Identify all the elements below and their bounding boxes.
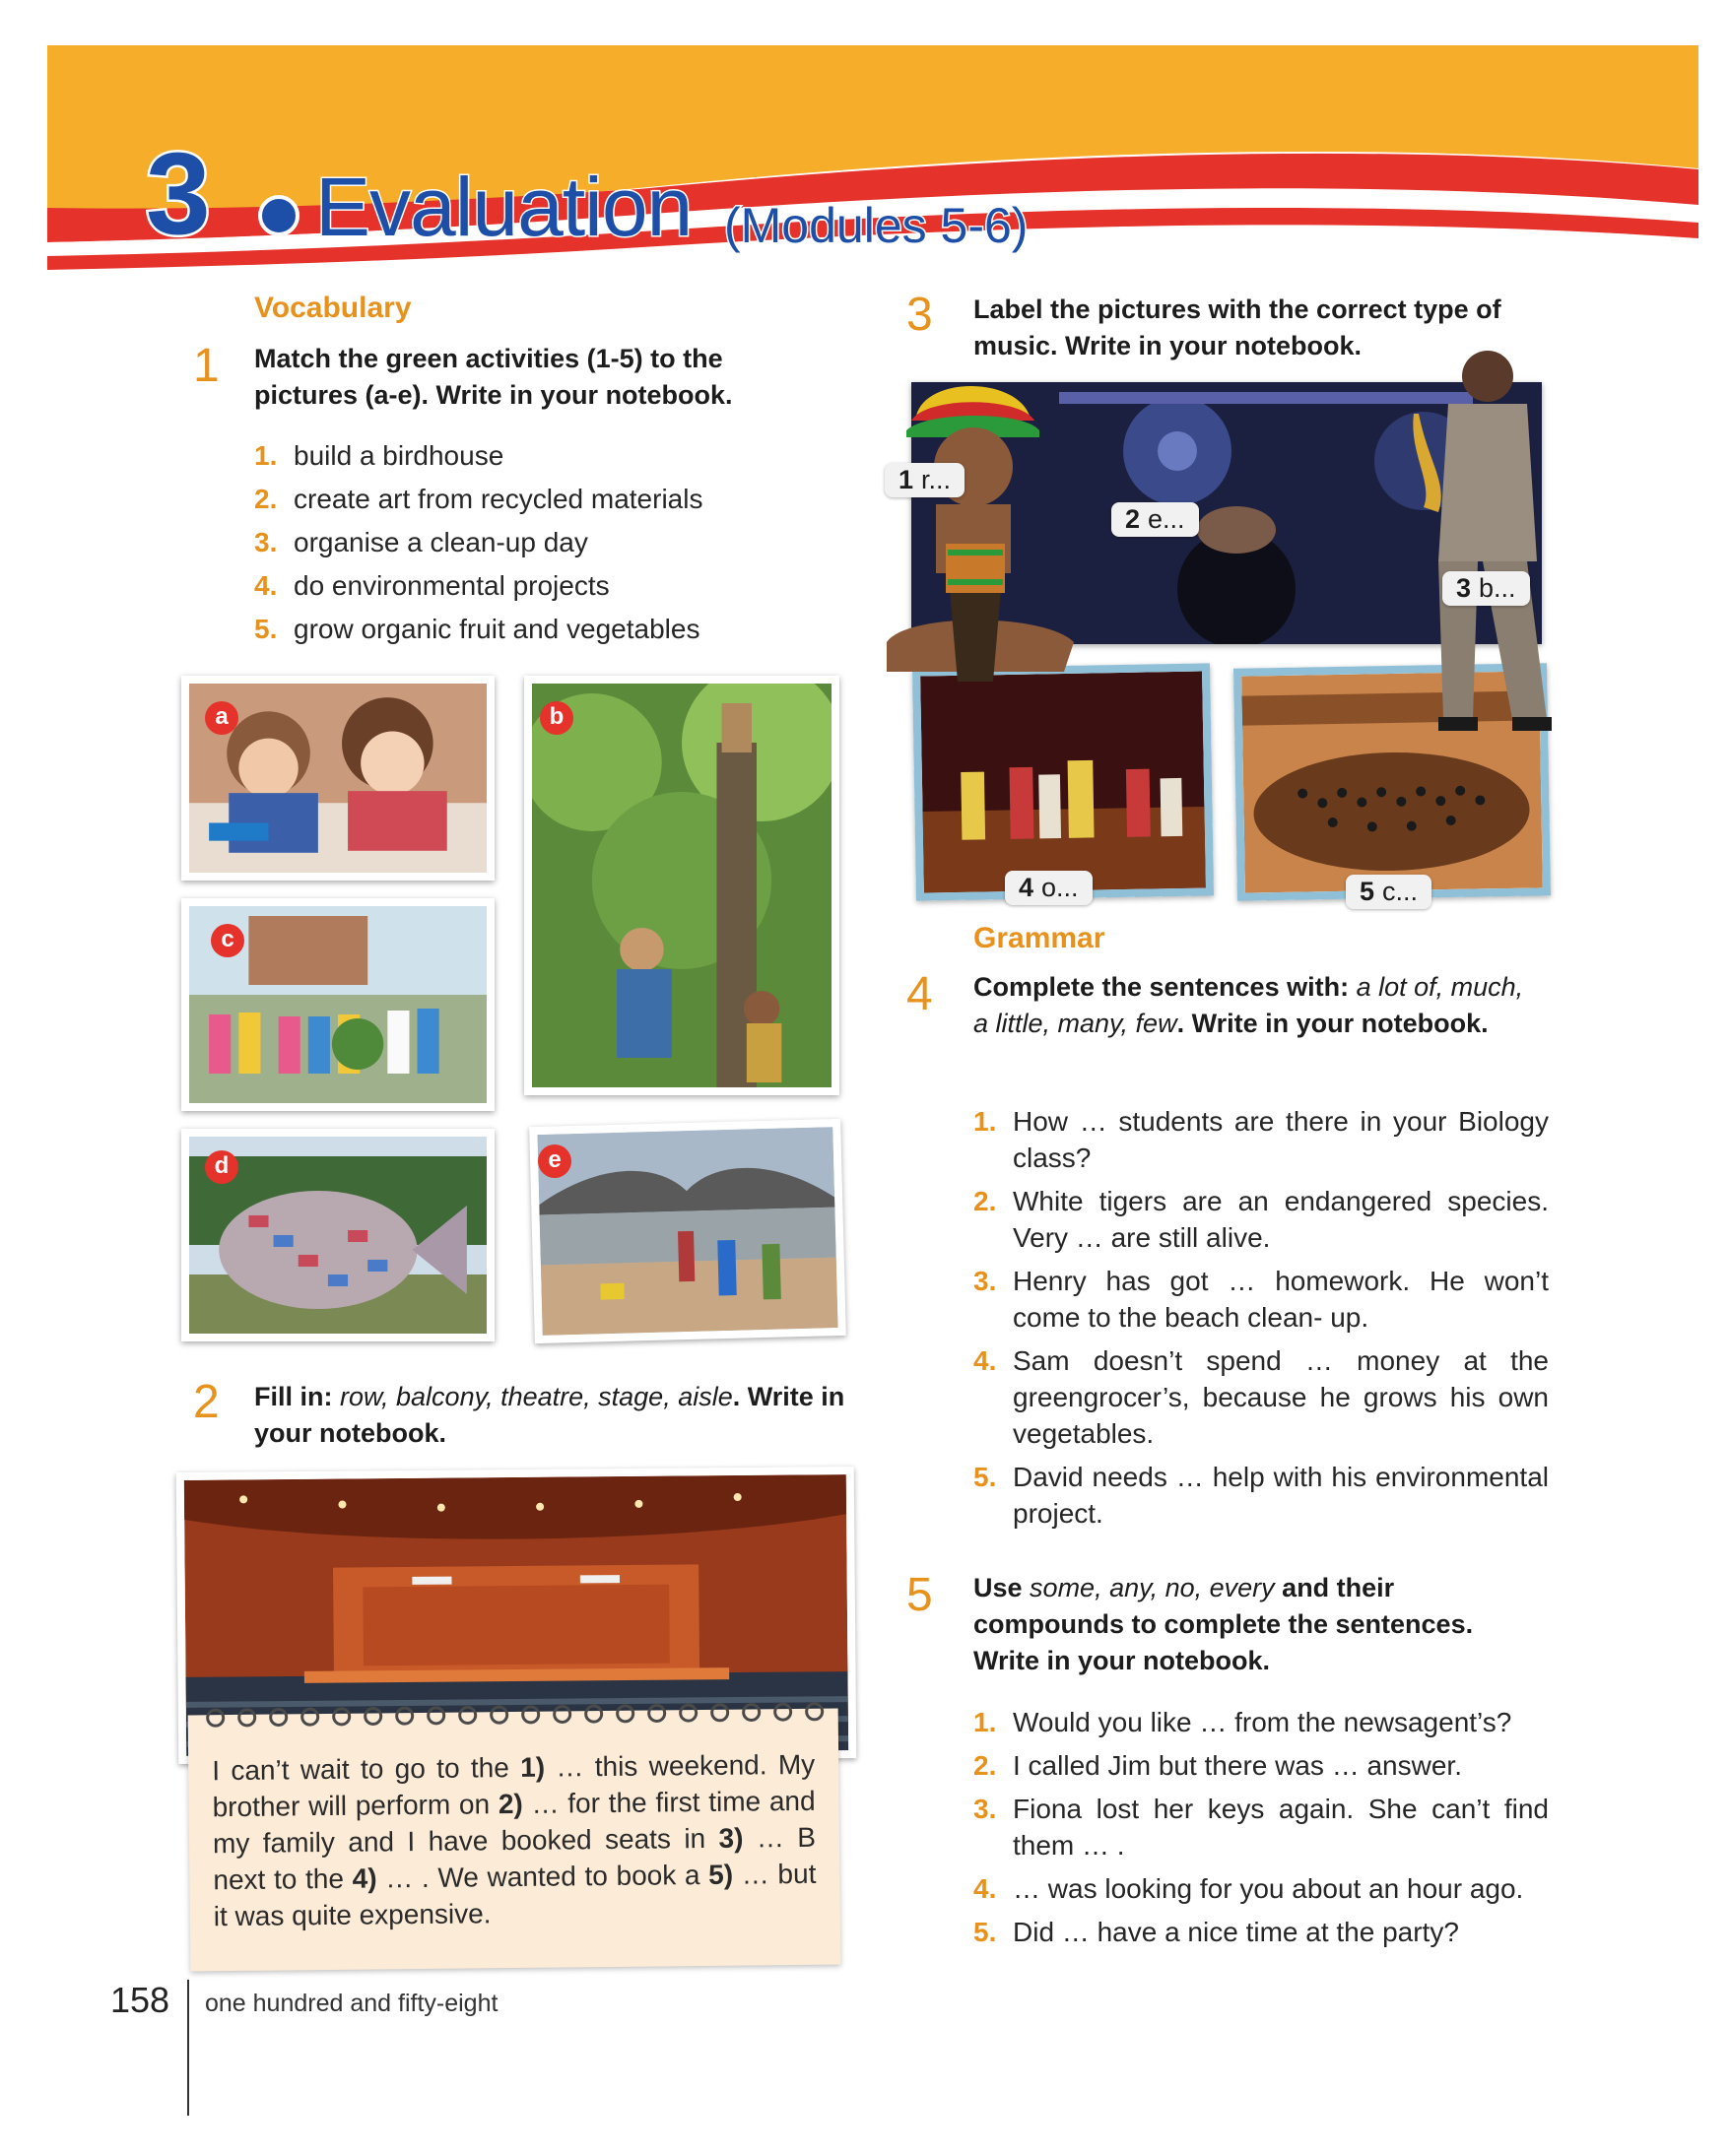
list-item: 3. Henry has got … homework. He won’t come to the beach clean- up.	[973, 1266, 1549, 1333]
title-bullet	[258, 195, 299, 236]
list-item: 1. How … students are there in your Biology class?	[973, 1106, 1549, 1173]
picture-label-e: e	[538, 1144, 571, 1178]
exercise-2-text: I can’t wait to go to the 1) … this weekend. My brother will perform on 2) … for the first time and my family and I have booked seats in 3) … B next to the 4) … . We wanted to book a 5) … but it was quite expensive.	[212, 1748, 817, 1932]
page-number: 158	[110, 1980, 170, 2020]
list-item: 5. Did … have a nice time at the party?	[973, 1917, 1459, 1947]
exercise-4-list	[973, 1103, 1549, 1538]
evaluation-number: 3	[146, 129, 209, 259]
list-item: 4. do environmental projects	[254, 570, 610, 601]
exercise-5-instruction: Use some, any, no, every and their compounds to complete the sentences. Write in your notebook.	[973, 1573, 1474, 1675]
exercise-4-instruction: Complete the sentences with: a lot of, much, a little, many, few. Write in your notebook.	[973, 972, 1524, 1038]
list-item: 4. … was looking for you about an hour ago.	[973, 1873, 1524, 1904]
list-item: 4. Sam doesn’t spend … money at the greengrocer’s, because he grows his own vegetables.	[973, 1345, 1549, 1449]
picture-label-a: a	[205, 701, 238, 735]
picture-b-birdhouse	[524, 676, 839, 1095]
exercise-2-number: 2	[193, 1376, 220, 1428]
list-item: 3. organise a clean-up day	[254, 527, 588, 557]
exercise-2-text-card	[188, 1709, 841, 1972]
exercise-5-number: 5	[906, 1569, 933, 1621]
list-item: 3. Fiona lost her keys again. She can’t find them … .	[973, 1794, 1549, 1861]
grammar-heading: Grammar	[973, 922, 1105, 954]
picture-label-c: c	[211, 924, 244, 957]
music-label-1: 1 r...	[885, 463, 965, 497]
picture-label-b: b	[540, 701, 573, 735]
list-item: 5. David needs … help with his environmental project.	[973, 1462, 1549, 1529]
list-item: 2. White tigers are an endangered species. Very … are still alive.	[973, 1186, 1549, 1253]
picture-opera-stage	[912, 663, 1214, 900]
exercise-4-number: 4	[906, 968, 933, 1020]
music-label-2: 2 e...	[1111, 502, 1199, 537]
list-item: 2. create art from recycled materials	[254, 484, 703, 514]
picture-e-beach-clean-up	[529, 1119, 846, 1343]
music-label-4: 4 o...	[1005, 871, 1093, 905]
list-item: 1. build a birdhouse	[254, 440, 504, 471]
vocabulary-heading: Vocabulary	[254, 292, 412, 324]
list-item: 1. Would you like … from the newsagent’s?	[973, 1707, 1512, 1737]
exercise-2-instruction: Fill in: row, balcony, theatre, stage, aisle. Write in your notebook.	[254, 1382, 845, 1448]
page-subtitle: (Modules 5-6)	[724, 198, 1029, 253]
page-title: Evaluation	[315, 161, 693, 253]
page-number-words: one hundred and fifty-eight	[205, 1990, 499, 2017]
music-label-5: 5 c...	[1346, 875, 1431, 909]
picture-label-d: d	[205, 1150, 238, 1184]
list-item: 5. grow organic fruit and vegetables	[254, 614, 700, 644]
exercise-1-list	[254, 437, 845, 654]
exercise-3-number: 3	[906, 289, 933, 341]
exercise-1-instruction: Match the green activities (1-5) to the pictures (a-e). Write in your notebook.	[254, 344, 733, 410]
picture-blues-saxophonist	[1379, 345, 1557, 735]
footer-divider	[187, 1980, 189, 2116]
picture-reggae-drummer	[867, 376, 1084, 691]
exercise-5-list	[973, 1704, 1549, 1957]
list-item: 2. I called Jim but there was … answer.	[973, 1750, 1462, 1781]
exercise-1-number: 1	[193, 340, 220, 392]
music-label-3: 3 b...	[1442, 571, 1530, 606]
exercise-3-instruction: Label the pictures with the correct type of music. Write in your notebook.	[973, 294, 1501, 360]
spiral-binding	[196, 1697, 827, 1733]
